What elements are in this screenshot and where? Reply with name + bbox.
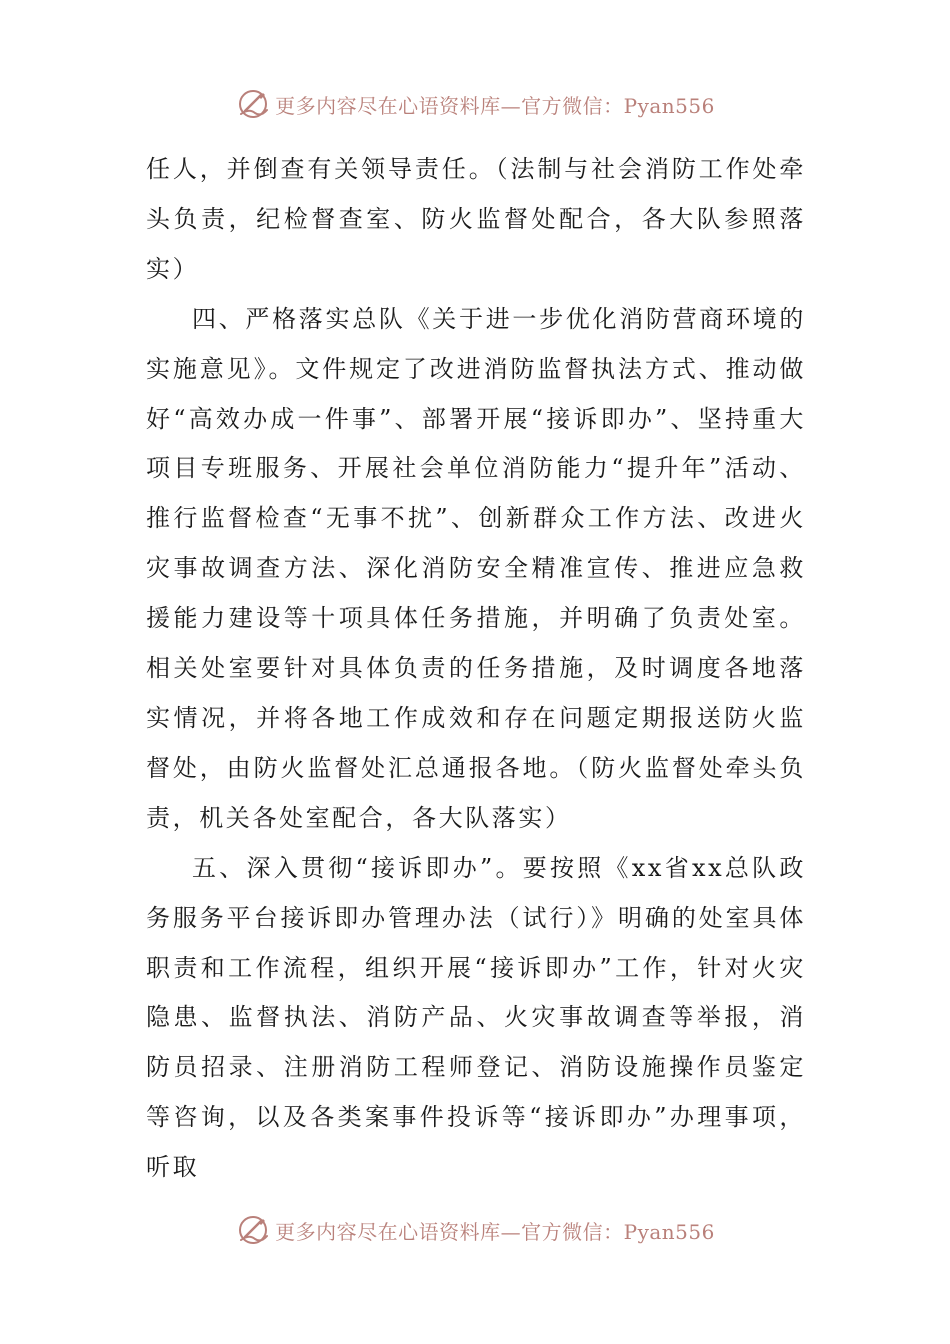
footer-watermark-banner bbox=[0, 1208, 950, 1252]
pen-signature-logo-icon bbox=[235, 1212, 271, 1248]
header-watermark-banner bbox=[0, 82, 950, 126]
watermark-text: 更多内容尽在心语资料库— bbox=[275, 93, 522, 118]
wechat-label: 官方微信：Pyan556 bbox=[521, 1219, 715, 1244]
wechat-label: 官方微信：Pyan556 bbox=[521, 93, 715, 118]
watermark-text: 更多内容尽在心语资料库— bbox=[275, 1219, 522, 1244]
paragraph: 五、深入贯彻“接诉即办”。要按照《xx省xx总队政务服务平台接诉即办管理办法（试行）》明确的处室具体职责和工作流程，组织开展“接诉即办”工作，针对火灾隐患、监督执法、消防产品、火灾事故调查等举报，消防员招录、注册消防工程师登记、消防设施操作员鉴定等咨询，以及各类案事件投诉等“接诉即办”办理事项，听取 bbox=[146, 853, 806, 1182]
pen-signature-logo-icon bbox=[235, 86, 271, 122]
paragraph: 任人，并倒查有关领导责任。（法制与社会消防工作处牵头负责，纪检督查室、防火监督处配合，各大队参照落实） bbox=[146, 155, 806, 283]
document-body bbox=[146, 145, 806, 1193]
paragraph: 四、严格落实总队《关于进一步优化消防营商环境的实施意见》。文件规定了改进消防监督执法方式、推动做好“高效办成一件事”、部署开展“接诉即办”、坚持重大项目专班服务、开展社会单位消防能力“提升年”活动、推行监督检查“无事不扰”、创新群众工作方法、改进火灾事故调查方法、深化消防安全精准宣传、推进应急救援能力建设等十项具体任务措施，并明确了负责处室。相关处室要针对具体负责的任务措施，及时调度各地落实情况，并将各地工作成效和存在问题定期报送防火监督处，由防火监督处汇总通报各地。（防火监督处牵头负责，机关各处室配合，各大队落实） bbox=[146, 304, 806, 832]
